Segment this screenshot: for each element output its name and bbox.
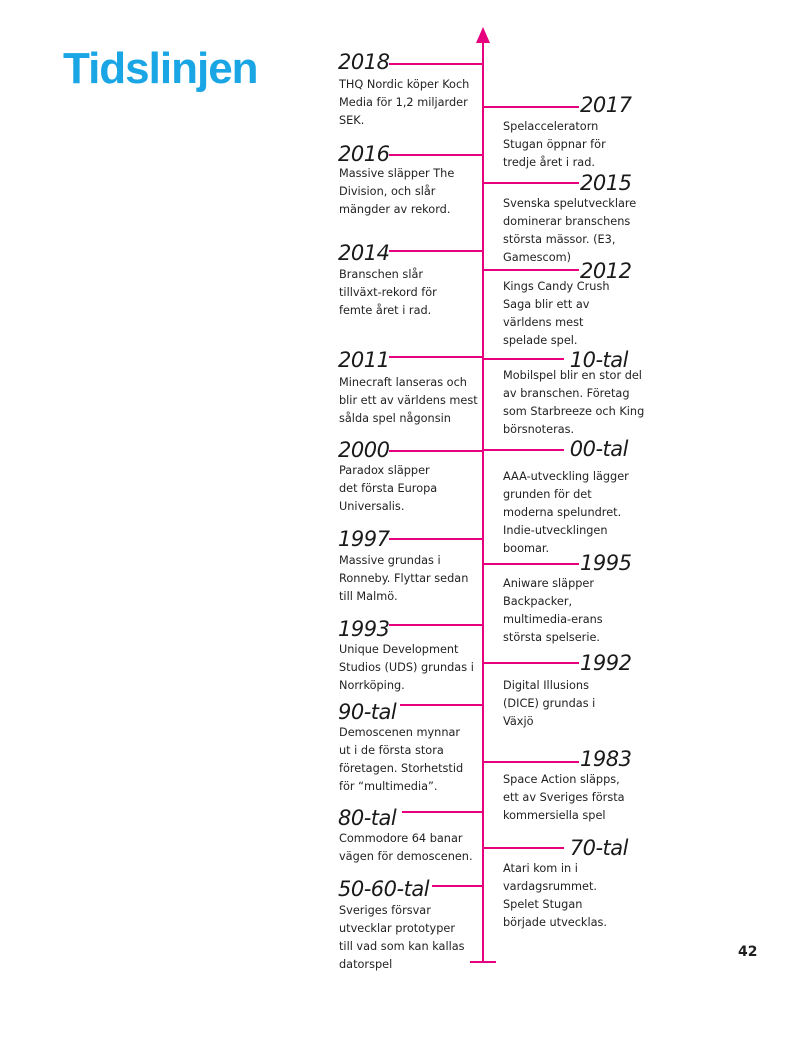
entry-text: Commodore 64 banar vägen för demoscenen. bbox=[339, 832, 473, 863]
entry-year: 1995 bbox=[580, 551, 632, 575]
entry-text: Sveriges försvar utvecklar prototyper till vad som kan kallas datorspel bbox=[339, 904, 465, 971]
entry-connector bbox=[484, 358, 564, 360]
entry-year: 2000 bbox=[338, 438, 390, 462]
entry-connector bbox=[402, 811, 483, 813]
entry-text: Aniware släpper Backpacker, multimedia-erans största spelserie. bbox=[503, 577, 603, 644]
entry-year: 90-tal bbox=[338, 700, 397, 724]
entry-year: 2017 bbox=[580, 93, 632, 117]
entry-text: Demoscenen mynnar ut i de första stora företagen. Storhetstid för “multimedia”. bbox=[339, 726, 464, 793]
entry-year: 1983 bbox=[580, 747, 632, 771]
entry-year: 10-tal bbox=[569, 348, 628, 372]
entry-connector bbox=[484, 449, 564, 451]
entry-connector bbox=[389, 538, 483, 540]
entry-year: 2014 bbox=[338, 241, 390, 265]
page-title: Tidslinjen bbox=[63, 44, 258, 93]
entry-year: 2015 bbox=[580, 171, 632, 195]
entry-year: 1993 bbox=[338, 617, 390, 641]
entry-connector bbox=[484, 106, 579, 108]
entry-connector bbox=[389, 356, 483, 358]
entry-text: Branschen slår tillväxt-rekord för femte året i rad. bbox=[339, 268, 437, 317]
entry-year: 70-tal bbox=[569, 836, 628, 860]
entry-text: Unique Development Studios (UDS) grundas i Norrköping. bbox=[339, 643, 474, 692]
entry-connector bbox=[389, 63, 483, 65]
entry-text: Spelacceleratorn Stugan öppnar för tredje året i rad. bbox=[503, 120, 606, 169]
entry-year: 2011 bbox=[338, 348, 390, 372]
entry-text: Mobilspel blir en stor del av branschen. Företag som Starbreeze och King börsnoteras. bbox=[503, 369, 645, 436]
entry-text: Space Action släpps, ett av Sveriges första kommersiella spel bbox=[503, 773, 625, 822]
entry-connector bbox=[389, 154, 483, 156]
entry-connector bbox=[484, 847, 564, 849]
entry-connector bbox=[432, 885, 483, 887]
timeline-base bbox=[470, 961, 496, 963]
entry-text: Massive grundas i Ronneby. Flyttar sedan till Malmö. bbox=[339, 554, 469, 603]
entry-connector bbox=[389, 624, 483, 626]
entry-year: 2012 bbox=[580, 259, 632, 283]
entry-connector bbox=[389, 250, 483, 252]
entry-text: Kings Candy Crush Saga blir ett av världens mest spelade spel. bbox=[503, 280, 610, 347]
entry-connector bbox=[484, 269, 579, 271]
entry-year: 00-tal bbox=[569, 437, 628, 461]
entry-text: AAA-utveckling lägger grunden för det moderna spelundret. Indie-utvecklingen boomar. bbox=[503, 470, 629, 555]
entry-year: 1992 bbox=[580, 651, 632, 675]
entry-connector bbox=[484, 563, 579, 565]
entry-year: 2016 bbox=[338, 142, 390, 166]
entry-connector bbox=[389, 450, 483, 452]
entry-text: Paradox släpper det första Europa Universalis. bbox=[339, 464, 438, 513]
entry-connector bbox=[484, 761, 579, 763]
entry-year: 80-tal bbox=[338, 806, 397, 830]
page-number: 42 bbox=[738, 944, 758, 960]
entry-connector bbox=[400, 704, 483, 706]
entry-year: 2018 bbox=[338, 50, 390, 74]
entry-year: 1997 bbox=[338, 527, 390, 551]
entry-connector bbox=[484, 662, 579, 664]
entry-year: 50-60-tal bbox=[338, 877, 430, 901]
entry-text: Atari kom in i vardagsrummet. Spelet Stugan började utvecklas. bbox=[503, 862, 608, 929]
entry-connector bbox=[484, 182, 579, 184]
entry-text: Digital Illusions (DICE) grundas i Växjö bbox=[503, 679, 596, 728]
entry-text: THQ Nordic köper Koch Media för 1,2 miljarder SEK. bbox=[339, 78, 470, 127]
entry-text: Svenska spelutvecklare dominerar branschens största mässor. (E3, Gamescom) bbox=[503, 197, 637, 264]
timeline-axis bbox=[482, 40, 484, 962]
entry-text: Minecraft lanseras och blir ett av världens mest sålda spel någonsin bbox=[339, 376, 478, 425]
entry-text: Massive släpper The Division, och slår mängder av rekord. bbox=[339, 167, 455, 216]
